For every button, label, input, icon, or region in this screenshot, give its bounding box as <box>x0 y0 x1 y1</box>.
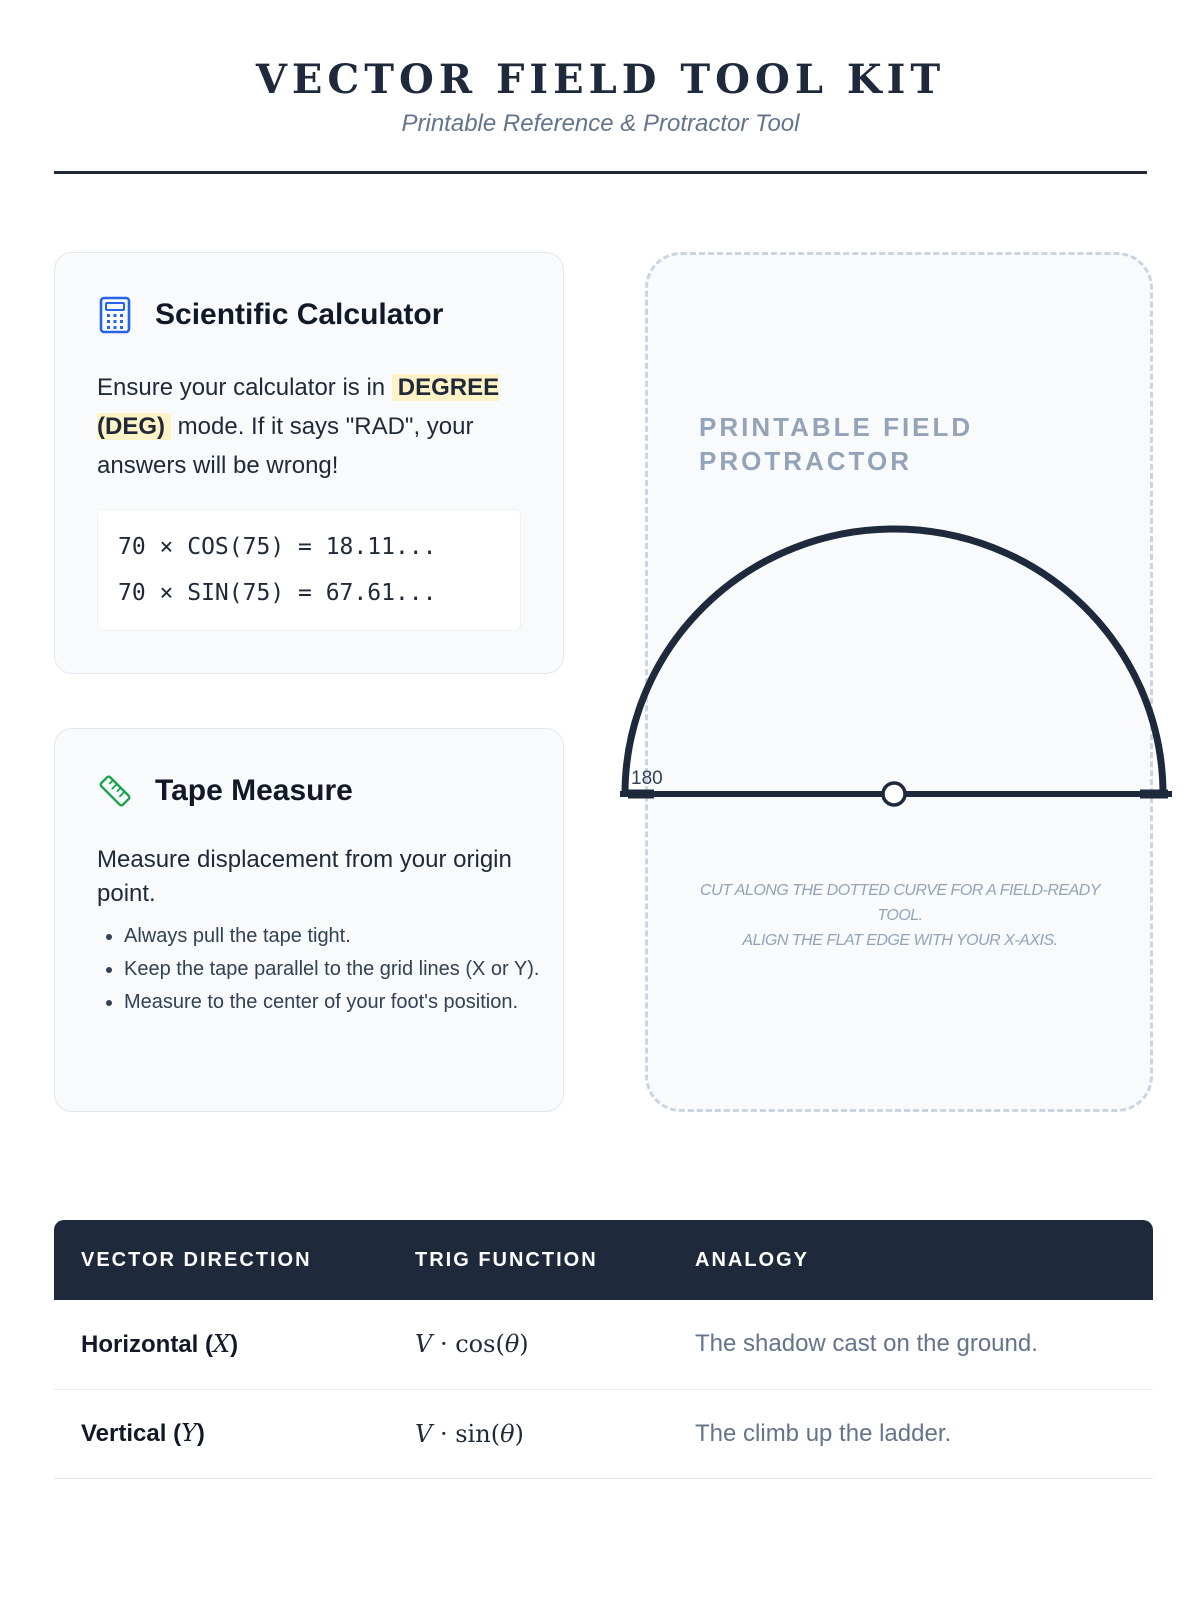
degree-mode-highlight: DEGREE (DEG) <box>97 374 500 440</box>
tape-measure-card <box>54 728 564 1112</box>
fn-name: sin <box>455 1419 491 1448</box>
protractor-label: PRINTABLE FIELD PROTRACTOR <box>699 412 974 476</box>
trig-function-cell: V · cos(θ) <box>388 1300 668 1389</box>
page-title: VECTOR FIELD TOOL KIT <box>255 56 946 103</box>
calculator-example-box <box>97 509 521 631</box>
calculator-text-after: mode. If it says "RAD", your answers will be wrong! <box>97 413 474 479</box>
protractor-note-line2: ALIGN THE FLAT EDGE WITH YOUR X-AXIS. <box>742 932 1058 949</box>
calculator-text-before: Ensure your calculator is in <box>97 374 392 401</box>
tape-card-header <box>97 771 353 811</box>
direction-cell: Horizontal (X) <box>54 1300 388 1389</box>
ruler-icon <box>97 771 133 811</box>
fn-magnitude: V <box>415 1419 433 1448</box>
table-header-row <box>54 1220 1153 1300</box>
vector-reference-table <box>54 1220 1153 1479</box>
header-vector-direction: VECTOR DIRECTION <box>54 1220 388 1300</box>
protractor-center-point <box>883 783 905 805</box>
page-subtitle: Printable Reference & Protractor Tool <box>401 110 800 137</box>
table-row <box>54 1389 1153 1478</box>
tape-card-title: Tape Measure <box>155 774 353 807</box>
calculator-instructions <box>97 368 527 485</box>
header-trig-function: TRIG FUNCTION <box>388 1220 668 1300</box>
calculator-card-header <box>97 295 443 335</box>
fn-magnitude: V <box>415 1330 433 1359</box>
tape-tips-list <box>97 923 554 1022</box>
cos-example: 70 × COS(75) = 18.11... <box>118 534 437 560</box>
fn-name: cos <box>455 1330 496 1359</box>
sin-example: 70 × SIN(75) = 67.61... <box>118 580 437 606</box>
calculator-icon <box>97 295 133 335</box>
protractor-instructions <box>700 878 1100 953</box>
direction-label: Horizontal <box>81 1330 199 1358</box>
analogy-cell: The shadow cast on the ground. <box>668 1300 1153 1389</box>
protractor-tick-label: 180 <box>631 768 663 789</box>
direction-label: Vertical <box>81 1420 167 1447</box>
page-header <box>54 0 1147 174</box>
protractor-arc <box>625 529 1163 794</box>
trig-function-cell: V · sin(θ) <box>388 1389 668 1478</box>
table-row <box>54 1300 1153 1389</box>
direction-variable: X <box>213 1329 231 1358</box>
direction-cell: Vertical (Y) <box>54 1389 388 1478</box>
analogy-cell: The climb up the ladder. <box>668 1389 1153 1478</box>
calculator-card <box>54 252 564 674</box>
calculator-card-title: Scientific Calculator <box>155 298 444 331</box>
list-item: • Measure to the center of your foot's position. <box>124 989 554 1016</box>
protractor-note-line1: CUT ALONG THE DOTTED CURVE FOR A FIELD-READY TOOL. <box>700 882 1100 924</box>
header-analogy: ANALOGY <box>668 1220 1153 1300</box>
protractor-graphic <box>620 515 1180 815</box>
tape-description: Measure displacement from your origin point. <box>97 846 512 907</box>
direction-variable: Y <box>181 1419 197 1447</box>
list-item: • Always pull the tape tight. <box>124 923 554 950</box>
list-item: • Keep the tape parallel to the grid lines (X or Y). <box>124 956 554 983</box>
